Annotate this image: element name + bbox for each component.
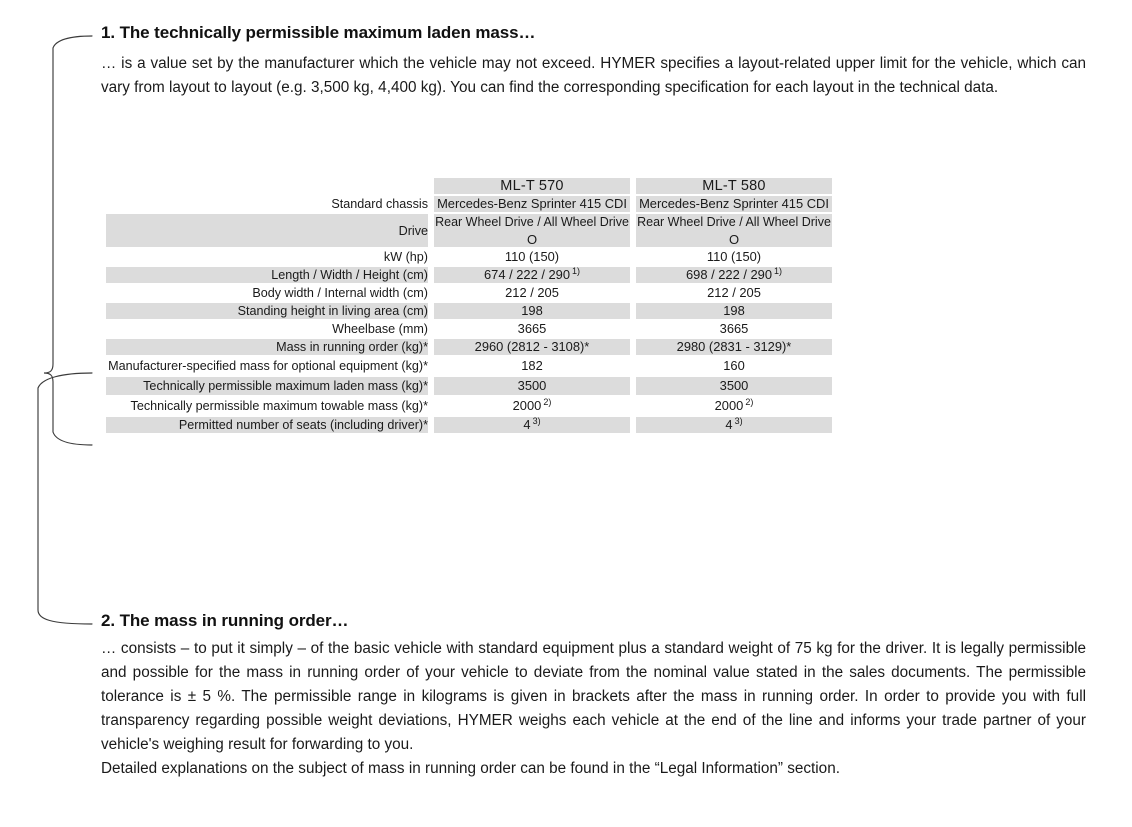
cell-text: 212 / 205 xyxy=(505,285,559,300)
table-header-row xyxy=(106,178,832,194)
table-row xyxy=(106,303,832,319)
table-cell-value xyxy=(434,357,630,375)
table-cell-value xyxy=(636,321,832,337)
table-cell-value xyxy=(636,339,832,355)
cell-text: Mercedes-Benz Sprinter 415 CDI xyxy=(437,196,627,211)
footnote-marker: 1) xyxy=(774,265,783,276)
bracket-inner xyxy=(44,36,92,445)
specification-table xyxy=(100,176,838,435)
cell-text: 2960 (2812 - 3108)* xyxy=(474,339,590,354)
section-2-paragraph-last: Detailed explanations on the subject of mass in running order can be found in the “Legal Information” section. xyxy=(101,760,840,777)
footnote-marker: 1) xyxy=(572,265,581,276)
section-1-paragraph: … is a value set by the manufacturer which the vehicle may not exceed. HYMER specifies a layout-related upper limit for the vehicle, which can vary from layout to layout (e.g. 3,500 kg, 4,400 kg). You can find the corresponding specification for each layout in the technical data. xyxy=(101,55,1086,96)
cell-text: 110 (150) xyxy=(706,249,762,264)
table-cell-value xyxy=(434,417,630,433)
table-cell-value xyxy=(636,357,832,375)
table-cell-value xyxy=(434,267,630,283)
table-cell-value xyxy=(434,321,630,337)
table-row xyxy=(106,417,832,433)
footnote-marker: 2) xyxy=(543,396,552,407)
table-row-label: Technically permissible maximum laden mass (kg)* xyxy=(106,377,428,395)
cell-text: 674 / 222 / 290 xyxy=(483,267,570,282)
table-cell-value xyxy=(434,303,630,319)
table-cell-value xyxy=(636,377,832,395)
footnote-marker: 3) xyxy=(532,415,541,426)
table-header-blank xyxy=(106,178,428,194)
section-2-paragraph-main: … consists – to put it simply – of the basic vehicle with standard equipment plus a standard weight of 75 kg for the driver. It is legally permissible and possible for the mass in running order of your vehicle to deviate from the nominal value stated in the sales documents. The permissible tolerance is ± 5 %. The permissible range in kilograms is given in brackets after the mass in running order. In order to provide you with full transparency regarding possible weight deviations, HYMER weighs each vehicle at the end of the line and informs your trade partner of your vehicle's weighing result for forwarding to you. xyxy=(101,640,1086,753)
table-row xyxy=(106,339,832,355)
table-cell-value xyxy=(636,249,832,265)
section-2-heading: 2. The mass in running order… xyxy=(101,611,349,630)
table-row-label: kW (hp) xyxy=(106,249,428,265)
table-cell-value xyxy=(636,397,832,415)
optional-circle-icon: O xyxy=(526,232,538,247)
table-row-label: Technically permissible maximum towable mass (kg)* xyxy=(106,397,428,415)
cell-text: Mercedes-Benz Sprinter 415 CDI xyxy=(639,196,829,211)
cell-text: 198 xyxy=(723,303,745,318)
section-2-paragraph xyxy=(101,637,1086,781)
cell-text: Rear Wheel Drive / All Wheel Drive xyxy=(637,215,831,229)
cell-text: 198 xyxy=(521,303,543,318)
specification-table-body xyxy=(106,196,832,433)
cell-text: 3665 xyxy=(517,321,547,336)
table-cell-value xyxy=(636,285,832,301)
section-1-heading: 1. The technically permissible maximum laden mass… xyxy=(101,23,536,42)
cell-text: 4 xyxy=(725,417,733,432)
table-cell-value xyxy=(434,339,630,355)
cell-text: 2000 xyxy=(512,398,542,413)
table-cell-value xyxy=(434,377,630,395)
cell-text: 182 xyxy=(521,358,543,373)
table-row xyxy=(106,397,832,415)
table-cell-value xyxy=(636,417,832,433)
table-row-label: Standard chassis xyxy=(106,196,428,212)
cell-text: 2980 (2831 - 3129)* xyxy=(676,339,792,354)
table-row xyxy=(106,249,832,265)
table-row xyxy=(106,285,832,301)
table-header-ml-t-570: ML-T 570 xyxy=(434,178,630,194)
cell-text: Rear Wheel Drive / All Wheel Drive xyxy=(435,215,629,229)
table-row-label: Standing height in living area (cm) xyxy=(106,303,428,319)
table-cell-value xyxy=(434,285,630,301)
cell-text: 160 xyxy=(723,358,745,373)
table-row xyxy=(106,214,832,247)
footnote-marker: 3) xyxy=(734,415,743,426)
table-cell-value xyxy=(636,267,832,283)
table-cell-value xyxy=(636,196,832,212)
bracket-outer xyxy=(38,373,92,624)
table-row-label: Permitted number of seats (including driver)* xyxy=(106,417,428,433)
table-header-ml-t-580: ML-T 580 xyxy=(636,178,832,194)
table-row-label: Length / Width / Height (cm) xyxy=(106,267,428,283)
cell-text: 2000 xyxy=(714,398,744,413)
table-row xyxy=(106,377,832,395)
table-row xyxy=(106,267,832,283)
table-row-label: Body width / Internal width (cm) xyxy=(106,285,428,301)
cell-text: 3500 xyxy=(719,378,749,393)
table-cell-value xyxy=(636,214,832,247)
table-cell-value xyxy=(636,303,832,319)
cell-text: 110 (150) xyxy=(504,249,560,264)
table-cell-value xyxy=(434,196,630,212)
footnote-marker: 2) xyxy=(745,396,754,407)
table-cell-value xyxy=(434,214,630,247)
table-cell-value xyxy=(434,397,630,415)
table-row-label: Drive xyxy=(106,214,428,247)
cell-text: 698 / 222 / 290 xyxy=(685,267,772,282)
table-row xyxy=(106,196,832,212)
cell-text: 212 / 205 xyxy=(707,285,761,300)
optional-circle-icon: O xyxy=(728,232,740,247)
table-row-label: Manufacturer-specified mass for optional equipment (kg)* xyxy=(106,357,428,375)
table-row xyxy=(106,321,832,337)
table-cell-value xyxy=(434,249,630,265)
table-row xyxy=(106,357,832,375)
table-row-label: Mass in running order (kg)* xyxy=(106,339,428,355)
cell-text: 4 xyxy=(523,417,531,432)
cell-text: 3665 xyxy=(719,321,749,336)
table-row-label: Wheelbase (mm) xyxy=(106,321,428,337)
cell-text: 3500 xyxy=(517,378,547,393)
